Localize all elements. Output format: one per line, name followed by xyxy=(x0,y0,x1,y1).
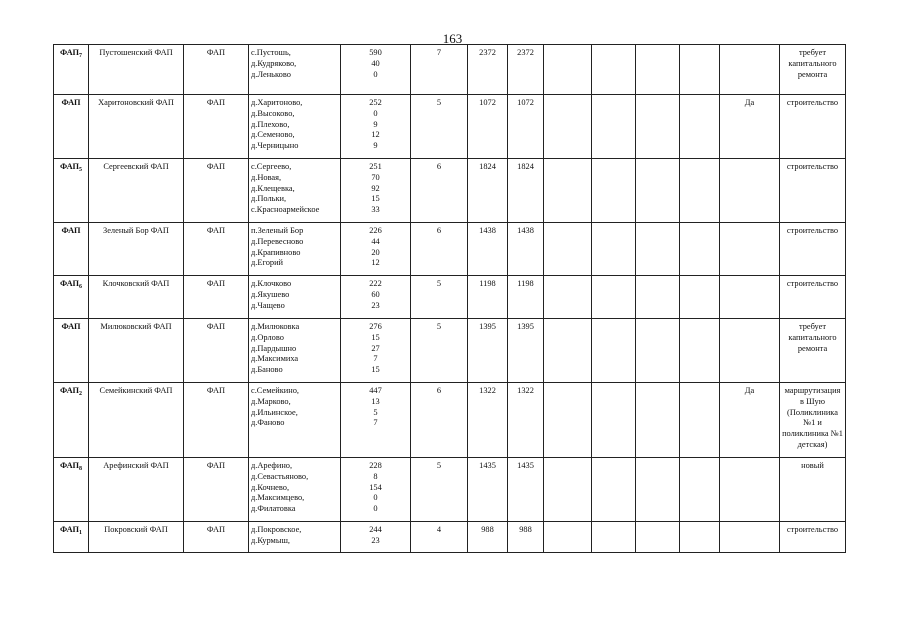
population-value: 70 xyxy=(371,172,380,182)
area-total-value: 1072 xyxy=(517,98,534,107)
table-row xyxy=(54,522,846,553)
facility-name-cell xyxy=(89,45,184,95)
staff-value: 6 xyxy=(436,226,442,235)
population-value: 7 xyxy=(373,354,378,364)
facility-code-index: 7 xyxy=(79,53,83,59)
area-value: 1824 xyxy=(479,162,496,171)
settlements-cell xyxy=(249,276,341,319)
facility-name-cell xyxy=(89,276,184,319)
empty-cell xyxy=(636,223,680,276)
facility-name-cell xyxy=(89,383,184,458)
facility-name-cell xyxy=(89,159,184,223)
facility-name: Покровский ФАП xyxy=(104,525,168,534)
settlement-name: д.Максимиха xyxy=(251,354,299,364)
empty-cell xyxy=(544,95,592,159)
note-text: новый xyxy=(801,461,824,470)
empty-cell xyxy=(636,159,680,223)
mark-cell xyxy=(720,95,780,159)
facility-name: Арефинский ФАП xyxy=(103,461,169,470)
settlement-name: д.Плехово, xyxy=(251,119,290,129)
facility-type: ФАП xyxy=(206,162,226,171)
empty-cell xyxy=(592,223,636,276)
note-cell xyxy=(780,522,846,553)
table-row xyxy=(54,383,846,458)
population-cell xyxy=(341,223,411,276)
staff-value: 5 xyxy=(436,461,442,470)
population-value: 5 xyxy=(373,407,378,417)
area-total-cell xyxy=(508,223,544,276)
area-cell xyxy=(468,159,508,223)
table-row xyxy=(54,276,846,319)
settlement-name: д.Марково, xyxy=(251,396,291,406)
settlement-name: д.Егорий xyxy=(251,258,284,268)
settlements-cell xyxy=(249,522,341,553)
empty-cell xyxy=(636,458,680,522)
settlement-name: д.Новая, xyxy=(251,172,282,182)
facility-name-cell xyxy=(89,223,184,276)
settlement-name: д.Якушево xyxy=(251,289,290,299)
population-value: 15 xyxy=(371,194,380,204)
staff-value: 5 xyxy=(436,279,442,288)
population-value: 12 xyxy=(371,130,380,140)
empty-cell xyxy=(592,95,636,159)
table-row xyxy=(54,159,846,223)
settlement-name: д.Перевесново xyxy=(251,236,304,246)
population-value: 15 xyxy=(371,332,380,342)
facility-type-cell xyxy=(184,223,249,276)
note-text: строительство xyxy=(786,162,839,171)
staff-cell xyxy=(411,319,468,383)
area-total-value: 1824 xyxy=(517,162,534,171)
mark-cell xyxy=(720,159,780,223)
population-value: 9 xyxy=(373,141,378,151)
population-value: 244 xyxy=(369,525,382,534)
area-total-cell xyxy=(508,276,544,319)
staff-cell xyxy=(411,458,468,522)
facility-code-cell xyxy=(54,159,89,223)
settlement-name: с.Красноармейское xyxy=(251,205,320,215)
empty-cell xyxy=(592,522,636,553)
population-value: 0 xyxy=(373,69,378,79)
facility-type: ФАП xyxy=(206,48,226,57)
facility-type-cell xyxy=(184,383,249,458)
mark-value: Да xyxy=(744,386,755,395)
facility-code-index: 1 xyxy=(79,530,83,536)
facility-type-cell xyxy=(184,458,249,522)
population-value: 276 xyxy=(369,322,382,331)
table-row xyxy=(54,319,846,383)
facility-code-cell xyxy=(54,45,89,95)
facility-type: ФАП xyxy=(206,98,226,107)
table-row xyxy=(54,223,846,276)
population-value: 7 xyxy=(373,418,378,428)
note-text: строительство xyxy=(786,98,839,107)
facility-code-cell xyxy=(54,95,89,159)
settlements-cell xyxy=(249,458,341,522)
empty-cell xyxy=(636,319,680,383)
settlement-name: д.Ильинское, xyxy=(251,407,298,417)
empty-cell xyxy=(636,522,680,553)
facility-type-cell xyxy=(184,45,249,95)
staff-cell xyxy=(411,522,468,553)
facility-name: Семейкинский ФАП xyxy=(99,386,173,395)
mark-cell xyxy=(720,458,780,522)
staff-cell xyxy=(411,45,468,95)
facilities-table xyxy=(53,44,846,553)
population-value: 27 xyxy=(371,343,380,353)
empty-cell xyxy=(680,458,720,522)
population-value: 60 xyxy=(371,289,380,299)
empty-cell xyxy=(544,383,592,458)
settlements-cell xyxy=(249,223,341,276)
staff-value: 5 xyxy=(436,322,442,331)
population-value: 228 xyxy=(369,461,382,470)
note-cell xyxy=(780,223,846,276)
facility-code: ФАП xyxy=(59,525,80,534)
population-value: 447 xyxy=(369,386,382,395)
population-cell xyxy=(341,45,411,95)
mark-value: Да xyxy=(744,98,755,107)
settlements-cell xyxy=(249,383,341,458)
population-value: 0 xyxy=(373,493,378,503)
facility-code-cell xyxy=(54,276,89,319)
settlement-name: д.Филатовка xyxy=(251,504,296,514)
area-value: 1322 xyxy=(479,386,496,395)
settlement-name: д.Кочнево, xyxy=(251,482,290,492)
empty-cell xyxy=(544,45,592,95)
mark-cell xyxy=(720,319,780,383)
facility-name-cell xyxy=(89,522,184,553)
settlements-cell xyxy=(249,159,341,223)
facility-name: Милюковский ФАП xyxy=(100,322,172,331)
empty-cell xyxy=(592,458,636,522)
settlement-name: с.Пустошь, xyxy=(251,48,291,57)
area-value: 2372 xyxy=(479,48,496,57)
settlement-name: с.Семейкино, xyxy=(251,386,300,395)
table-row xyxy=(54,95,846,159)
population-cell xyxy=(341,319,411,383)
settlement-name: д.Чащево xyxy=(251,300,285,310)
population-value: 44 xyxy=(371,236,380,246)
note-text: строительство xyxy=(786,279,839,288)
area-total-value: 1438 xyxy=(517,226,534,235)
facility-code: ФАП xyxy=(59,162,80,171)
facility-name-cell xyxy=(89,95,184,159)
settlement-name: д.Орлово xyxy=(251,332,284,342)
empty-cell xyxy=(636,383,680,458)
empty-cell xyxy=(680,223,720,276)
facility-code-cell xyxy=(54,522,89,553)
area-total-cell xyxy=(508,458,544,522)
empty-cell xyxy=(544,276,592,319)
empty-cell xyxy=(680,276,720,319)
mark-cell xyxy=(720,45,780,95)
area-cell xyxy=(468,383,508,458)
settlement-name: д.Крапивново xyxy=(251,247,301,257)
note-text: маршрутизация в Шую (Поликлиника №1 и поликлиника №1 детская) xyxy=(782,386,843,449)
page-number: 163 xyxy=(442,31,463,46)
empty-cell xyxy=(592,159,636,223)
settlement-name: д.Клещевка, xyxy=(251,183,295,193)
settlement-name: д.Максимцево, xyxy=(251,493,305,503)
empty-cell xyxy=(544,458,592,522)
empty-cell xyxy=(592,45,636,95)
staff-cell xyxy=(411,383,468,458)
facility-type-cell xyxy=(184,159,249,223)
facility-type-cell xyxy=(184,276,249,319)
empty-cell xyxy=(592,319,636,383)
area-total-cell xyxy=(508,383,544,458)
facility-name: Зеленый Бор ФАП xyxy=(103,226,169,235)
staff-value: 6 xyxy=(436,386,442,395)
settlement-name: д.Фаново xyxy=(251,418,285,428)
population-cell xyxy=(341,522,411,553)
settlement-name: д.Леньково xyxy=(251,69,291,79)
area-total-value: 1435 xyxy=(517,461,534,470)
area-total-value: 1198 xyxy=(517,279,534,288)
empty-cell xyxy=(636,45,680,95)
settlement-name: д.Пардышно xyxy=(251,343,297,353)
area-total-value: 1395 xyxy=(517,322,534,331)
facility-name: Клочковский ФАП xyxy=(102,279,170,288)
population-value: 154 xyxy=(369,482,382,492)
empty-cell xyxy=(680,95,720,159)
population-value: 251 xyxy=(369,162,382,171)
area-cell xyxy=(468,45,508,95)
facility-code: ФАП xyxy=(61,98,81,107)
population-value: 92 xyxy=(371,183,380,193)
area-cell xyxy=(468,522,508,553)
mark-cell xyxy=(720,522,780,553)
table-row xyxy=(54,458,846,522)
population-value: 40 xyxy=(371,58,380,68)
note-text: строительство xyxy=(786,226,839,235)
population-value: 0 xyxy=(373,504,378,514)
empty-cell xyxy=(680,159,720,223)
settlements-cell xyxy=(249,319,341,383)
population-value: 23 xyxy=(371,300,380,310)
facility-type-cell xyxy=(184,319,249,383)
settlement-name: д.Курмыш, xyxy=(251,535,291,545)
population-value: 23 xyxy=(371,535,380,545)
facility-type: ФАП xyxy=(206,525,226,534)
note-cell xyxy=(780,383,846,458)
area-total-value: 1322 xyxy=(517,386,534,395)
note-cell xyxy=(780,95,846,159)
area-total-value: 988 xyxy=(519,525,532,534)
note-text: требует капитального ремонта xyxy=(788,48,837,79)
population-value: 8 xyxy=(373,471,378,481)
population-value: 590 xyxy=(369,48,382,57)
note-text: строительство xyxy=(786,525,839,534)
area-cell xyxy=(468,95,508,159)
facility-code-index: 2 xyxy=(79,391,83,397)
facility-code: ФАП xyxy=(59,279,80,288)
staff-value: 7 xyxy=(436,48,442,57)
facility-name-cell xyxy=(89,319,184,383)
population-value: 0 xyxy=(373,108,378,118)
area-total-cell xyxy=(508,95,544,159)
empty-cell xyxy=(544,159,592,223)
staff-cell xyxy=(411,223,468,276)
staff-cell xyxy=(411,276,468,319)
population-value: 13 xyxy=(371,396,380,406)
area-cell xyxy=(468,458,508,522)
facility-type: ФАП xyxy=(206,386,226,395)
empty-cell xyxy=(592,276,636,319)
facility-code-index: 6 xyxy=(79,284,83,290)
area-value: 1072 xyxy=(479,98,496,107)
area-value: 1438 xyxy=(479,226,496,235)
area-cell xyxy=(468,319,508,383)
empty-cell xyxy=(636,276,680,319)
facility-type: ФАП xyxy=(206,322,226,331)
facility-type: ФАП xyxy=(206,226,226,235)
facility-name: Сергеевский ФАП xyxy=(103,162,169,171)
settlement-name: д.Покровское, xyxy=(251,525,302,534)
mark-cell xyxy=(720,383,780,458)
settlement-name: д.Высоково, xyxy=(251,108,295,118)
population-value: 33 xyxy=(371,205,380,215)
area-cell xyxy=(468,223,508,276)
empty-cell xyxy=(636,95,680,159)
mark-cell xyxy=(720,223,780,276)
empty-cell xyxy=(544,223,592,276)
area-total-cell xyxy=(508,522,544,553)
empty-cell xyxy=(680,45,720,95)
population-value: 12 xyxy=(371,258,380,268)
facility-code-cell xyxy=(54,223,89,276)
settlement-name: д.Польки, xyxy=(251,194,287,204)
facility-code: ФАП xyxy=(61,322,81,331)
settlement-name: д.Семеново, xyxy=(251,130,295,140)
facility-code-index: 8 xyxy=(79,466,83,472)
note-cell xyxy=(780,319,846,383)
empty-cell xyxy=(680,522,720,553)
population-value: 20 xyxy=(371,247,380,257)
settlement-name: п.Зеленый Бор xyxy=(251,226,304,235)
note-text: требует капитального ремонта xyxy=(788,322,837,353)
area-total-value: 2372 xyxy=(517,48,534,57)
note-cell xyxy=(780,45,846,95)
settlement-name: д.Черницыно xyxy=(251,141,299,151)
area-total-cell xyxy=(508,45,544,95)
empty-cell xyxy=(680,319,720,383)
settlement-name: с.Сергеево, xyxy=(251,162,292,171)
empty-cell xyxy=(680,383,720,458)
empty-cell xyxy=(544,522,592,553)
facility-name-cell xyxy=(89,458,184,522)
settlement-name: д.Баново xyxy=(251,365,283,375)
empty-cell xyxy=(544,319,592,383)
staff-value: 5 xyxy=(436,98,442,107)
staff-cell xyxy=(411,95,468,159)
facility-type: ФАП xyxy=(206,279,226,288)
population-cell xyxy=(341,159,411,223)
population-value: 226 xyxy=(369,226,382,235)
facility-code: ФАП xyxy=(59,48,80,57)
area-total-cell xyxy=(508,159,544,223)
note-cell xyxy=(780,458,846,522)
staff-value: 6 xyxy=(436,162,442,171)
facility-code-cell xyxy=(54,383,89,458)
facility-name: Пустошенский ФАП xyxy=(99,48,173,57)
settlements-cell xyxy=(249,95,341,159)
facility-type-cell xyxy=(184,95,249,159)
mark-cell xyxy=(720,276,780,319)
settlement-name: д.Харитоново, xyxy=(251,98,303,107)
note-cell xyxy=(780,276,846,319)
population-value: 9 xyxy=(373,119,378,129)
area-value: 1435 xyxy=(479,461,496,470)
facility-code-index: 5 xyxy=(79,167,83,173)
note-cell xyxy=(780,159,846,223)
settlement-name: д.Арефино, xyxy=(251,461,293,470)
population-cell xyxy=(341,276,411,319)
settlement-name: д.Севастьяново, xyxy=(251,471,309,481)
settlement-name: д.Клочково xyxy=(251,279,292,288)
facility-code: ФАП xyxy=(59,461,80,470)
settlement-name: д.Кудряково, xyxy=(251,58,297,68)
facility-code-cell xyxy=(54,458,89,522)
population-value: 15 xyxy=(371,365,380,375)
staff-value: 4 xyxy=(436,525,442,534)
population-value: 252 xyxy=(369,98,382,107)
facility-code-cell xyxy=(54,319,89,383)
area-value: 988 xyxy=(481,525,494,534)
area-value: 1395 xyxy=(479,322,496,331)
table-row xyxy=(54,45,846,95)
settlements-cell xyxy=(249,45,341,95)
population-cell xyxy=(341,383,411,458)
population-value: 222 xyxy=(369,279,382,288)
area-value: 1198 xyxy=(479,279,496,288)
population-cell xyxy=(341,458,411,522)
facility-name: Харитоновский ФАП xyxy=(98,98,174,107)
empty-cell xyxy=(592,383,636,458)
facility-code: ФАП xyxy=(61,226,81,235)
area-total-cell xyxy=(508,319,544,383)
facility-type: ФАП xyxy=(206,461,226,470)
staff-cell xyxy=(411,159,468,223)
area-cell xyxy=(468,276,508,319)
population-cell xyxy=(341,95,411,159)
settlement-name: д.Милюковка xyxy=(251,322,300,331)
facility-code: ФАП xyxy=(59,386,80,395)
facility-type-cell xyxy=(184,522,249,553)
